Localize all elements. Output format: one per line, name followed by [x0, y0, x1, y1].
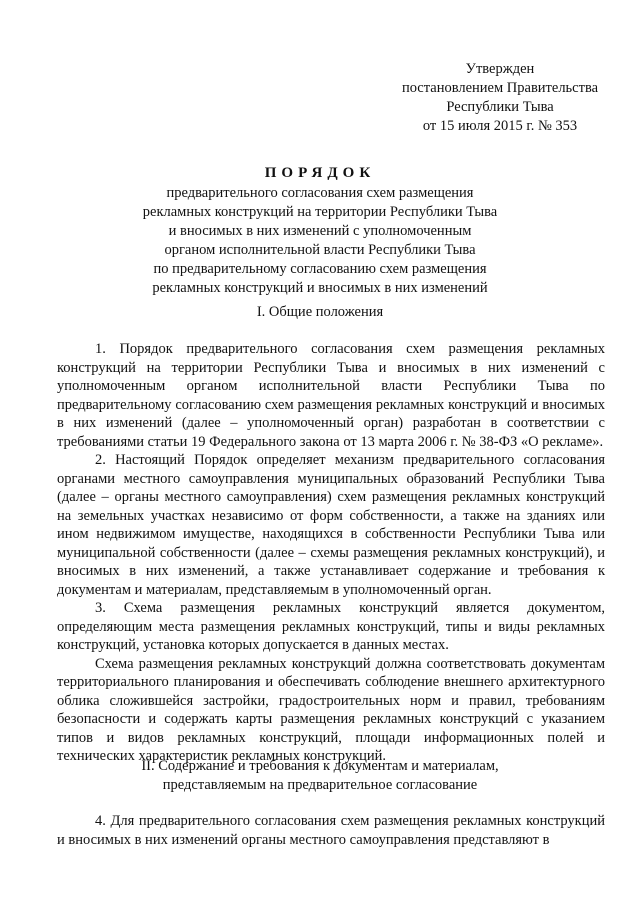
section-1-heading-text: I. Общие положения — [256, 304, 384, 320]
approval-line-2: постановлением Правительства — [401, 80, 599, 96]
section-2-heading-line-1: II. Содержание и требования к документам и материалам, — [141, 758, 499, 774]
subtitle-line: и вносимых в них изменений с уполномоченным — [168, 223, 472, 239]
paragraph-1: 1. Порядок предварительного согласования схем размещения рекламных конструкций на территории Республики Тыва и вносимых в них изменений с уполномоченным органом исполнительной власти Республики Тыва по предварительному согласованию схем размещения рекламных конструкций и вносимых в них изменений (далее – уполномоченный орган) разработан в соответствии с требованиями статьи 19 Федерального закона от 13 марта 2006 г. № 38-ФЗ «О рекламе». — [57, 341, 605, 450]
subtitle-line: органом исполнительной власти Республики Тыва — [164, 242, 476, 258]
subtitle-line: предварительного согласования схем размещения — [166, 185, 474, 201]
paragraph-3: 3. Схема размещения рекламных конструкций является документом, определяющим места размещения рекламных конструкций, типы и виды рекламных конструкций, установка которых допускается в данных местах. — [57, 600, 605, 653]
subtitle-line: рекламных конструкций на территории Республики Тыва — [142, 204, 498, 220]
section-2-body — [57, 812, 605, 849]
paragraph-4: 4. Для предварительного согласования схем размещения рекламных конструкций и вносимых в них изменений органы местного самоуправления представляют в — [57, 813, 605, 848]
section-1-body — [57, 340, 605, 766]
paragraph-2: 2. Настоящий Порядок определяет механизм предварительного согласования органами местного самоуправления муниципальных образований Республики Тыва (далее – органы местного самоуправления) схем размещения рекламных конструкций на земельных участках независимо от форм собственности, а также на зданиях или ином недвижимом имуществе, находящихся в собственности Республики Тыва или муниципальной собственности (далее – схемы размещения рекламных конструкций), и вносимых в них изменений, а также устанавливает содержание и требования к документам и материалам, представляемым в уполномоченный орган. — [57, 452, 605, 598]
approval-line-3: Республики Тыва — [446, 99, 554, 115]
section-2-heading — [0, 757, 640, 795]
approval-stamp — [380, 60, 620, 136]
document-title: ПОРЯДОК — [264, 165, 376, 181]
approval-line-4: от 15 июля 2015 г. № 353 — [422, 118, 578, 134]
section-1-heading — [0, 303, 640, 322]
subtitle-line: рекламных конструкций и вносимых в них изменений — [152, 280, 488, 296]
document-subtitle — [0, 184, 640, 298]
section-2-heading-line-2: представляемым на предварительное согласование — [162, 777, 478, 793]
subtitle-line: по предварительному согласованию схем размещения — [153, 261, 487, 277]
approval-line-1: Утвержден — [465, 61, 535, 77]
paragraph-3-continued: Схема размещения рекламных конструкций должна соответствовать документам территориального планирования и обеспечивать соблюдение внешнего архитектурного облика сложившейся застройки, градостроительных норм и правил, требованиям безопасности и содержать карты размещения рекламных конструкций с указанием типов и видов рекламных конструкций, площади информационных полей и технических характеристик рекламных конструкций. — [57, 655, 605, 764]
